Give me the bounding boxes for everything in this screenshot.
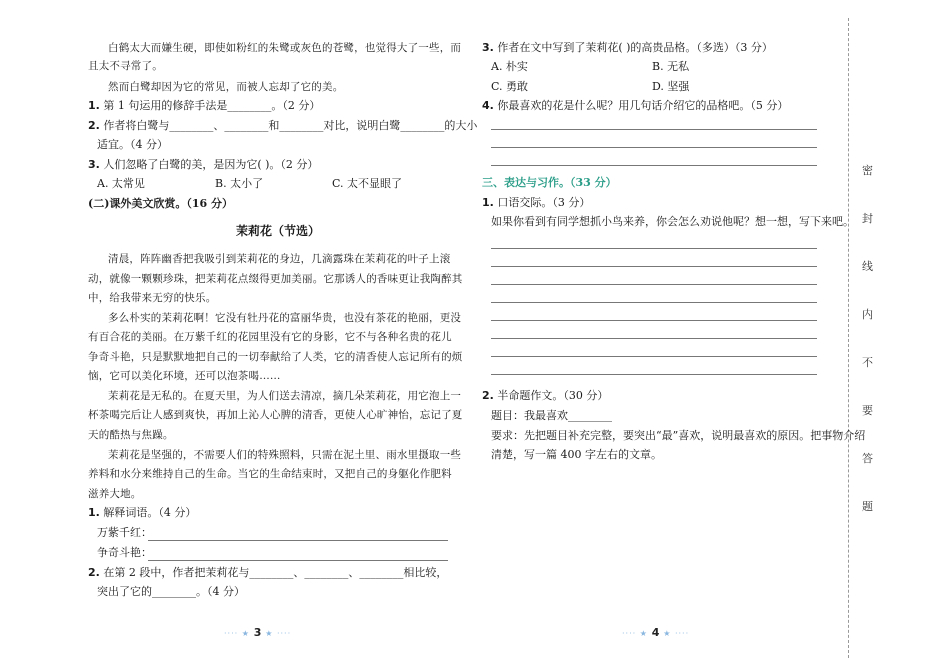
- binding-char: 不: [862, 356, 873, 369]
- binding-char: 答: [862, 452, 873, 465]
- essay-title-prompt: 题目：我最喜欢________: [491, 409, 612, 422]
- binding-char: 线: [862, 260, 873, 273]
- section-heading: (二)课外美文欣赏。（16 分）: [88, 197, 234, 210]
- binding-char: 要: [862, 404, 873, 417]
- binding-char: 题: [862, 500, 873, 513]
- answer-line[interactable]: [148, 540, 448, 541]
- exercise-2-cont: 突出了它的________。（4 分）: [97, 585, 245, 598]
- page-footer: ···· ★ 4 ★ ····: [622, 626, 690, 639]
- question-1: 1. 第 1 句运用的修辞手法是________。（2 分）: [88, 99, 321, 112]
- answer-line[interactable]: [491, 320, 817, 321]
- passage-line: 动，就像一颗颗珍珠，把茉莉花点缀得更加美丽。它那诱人的香味更让我陶醉其: [88, 273, 463, 285]
- answer-line[interactable]: [491, 165, 817, 166]
- binding-char: 封: [862, 212, 873, 225]
- question-2-cont: 适宜。（4 分）: [97, 138, 168, 151]
- page-footer: ···· ★ 3 ★ ····: [224, 626, 292, 639]
- answer-line[interactable]: [491, 302, 817, 303]
- exercise-1: 1. 解释词语。（4 分）: [88, 506, 197, 519]
- word-2-label: 争奇斗艳：: [97, 546, 152, 559]
- question-3: 3. 作者在文中写到了茉莉花( )的高贵品格。（多选）（3 分）: [482, 41, 773, 54]
- passage-line: 中，给我带来无穷的快乐。: [88, 292, 217, 304]
- binding-char: 密: [862, 164, 873, 177]
- passage-line: 恼，它可以美化环境，还可以泡茶喝……: [88, 370, 281, 382]
- passage-line: 天的酷热与焦躁。: [88, 429, 174, 441]
- writing-1: 1. 口语交际。（3 分）: [482, 196, 591, 209]
- exercise-2: 2. 在第 2 段中，作者把茉莉花与________、________、________相比较，: [88, 566, 448, 579]
- option-a: A. 朴实: [491, 60, 528, 73]
- answer-line[interactable]: [491, 248, 817, 249]
- passage-line: 滋养大地。: [88, 488, 142, 500]
- passage-line: 白鹤太大而嫌生硬，即使如粉红的朱鹭或灰色的苍鹭，也觉得大了一些，而: [108, 42, 462, 54]
- option-a: A. 太常见: [97, 177, 145, 190]
- passage-line: 且太不寻常了。: [88, 60, 163, 72]
- answer-line[interactable]: [491, 356, 817, 357]
- question-4: 4. 你最喜欢的花是什么呢？用几句话介绍它的品格吧。（5 分）: [482, 99, 789, 112]
- passage-line: 争奇斗艳，只是默默地把自己的一切奉献给了人类，它的清香使人忘记所有的烦: [88, 351, 463, 363]
- binding-char: 内: [862, 308, 873, 321]
- passage-line: 然而白鹭却因为它的常见，而被人忘却了它的美。: [108, 81, 344, 93]
- question-3: 3. 人们忽略了白鹭的美，是因为它( )。（2 分）: [88, 158, 319, 171]
- option-c: C. 勇敢: [491, 80, 529, 93]
- left-page: [88, 0, 478, 672]
- answer-line[interactable]: [491, 338, 817, 339]
- right-page: [482, 0, 866, 672]
- writing-1-prompt: 如果你看到有同学想抓小鸟来养，你会怎么劝说他呢？想一想，写下来吧。: [491, 215, 854, 228]
- passage-line: 清晨，阵阵幽香把我吸引到茉莉花的身边，几滴露珠在茉莉花的叶子上滚: [108, 253, 451, 265]
- question-2: 2. 作者将白鹭与________、________和________对比，说明白鹭________的大小: [88, 119, 478, 132]
- essay-requirement: 清楚，写一篇 400 字左右的文章。: [491, 448, 662, 461]
- answer-line[interactable]: [491, 284, 817, 285]
- section-heading: 三、表达与习作。（33 分）: [482, 176, 617, 189]
- answer-line[interactable]: [491, 147, 817, 148]
- essay-title: 茉莉花（节选）: [236, 224, 321, 238]
- answer-line[interactable]: [491, 266, 817, 267]
- passage-line: 茉莉花是坚强的，不需要人们的特殊照料，只需在泥土里、雨水里摄取一些: [108, 449, 462, 461]
- answer-line[interactable]: [148, 560, 448, 561]
- passage-line: 有百合花的美丽。在万紫千红的花园里没有它的身影，它不与各种名贵的花儿: [88, 331, 452, 343]
- passage-line: 杯茶喝完后让人感到爽快，再加上沁人心脾的清香，更使人心旷神怡，忘记了夏: [88, 409, 463, 421]
- word-1-label: 万紫千红：: [97, 526, 152, 539]
- option-b: B. 无私: [652, 60, 690, 73]
- essay-requirement: 要求：先把题目补充完整，要突出“最”喜欢，说明最喜欢的原因。把事物介绍: [491, 429, 866, 442]
- passage-line: 茉莉花是无私的。在夏天里，为人们送去清凉，摘几朵茉莉花，用它泡上一: [108, 390, 462, 402]
- answer-line[interactable]: [491, 374, 817, 375]
- writing-2: 2. 半命题作文。（30 分）: [482, 389, 609, 402]
- answer-line[interactable]: [491, 129, 817, 130]
- passage-line: 养料和水分来维持自己的生命。当它的生命结束时，又把自己的身躯化作肥料: [88, 468, 452, 480]
- passage-line: 多么朴实的茉莉花啊！它没有牡丹花的富丽华贵，也没有茶花的艳丽，更没: [108, 312, 462, 324]
- option-b: B. 太小了: [215, 177, 264, 190]
- option-c: C. 太不显眼了: [332, 177, 403, 190]
- binding-line: [848, 18, 849, 658]
- option-d: D. 坚强: [652, 80, 690, 93]
